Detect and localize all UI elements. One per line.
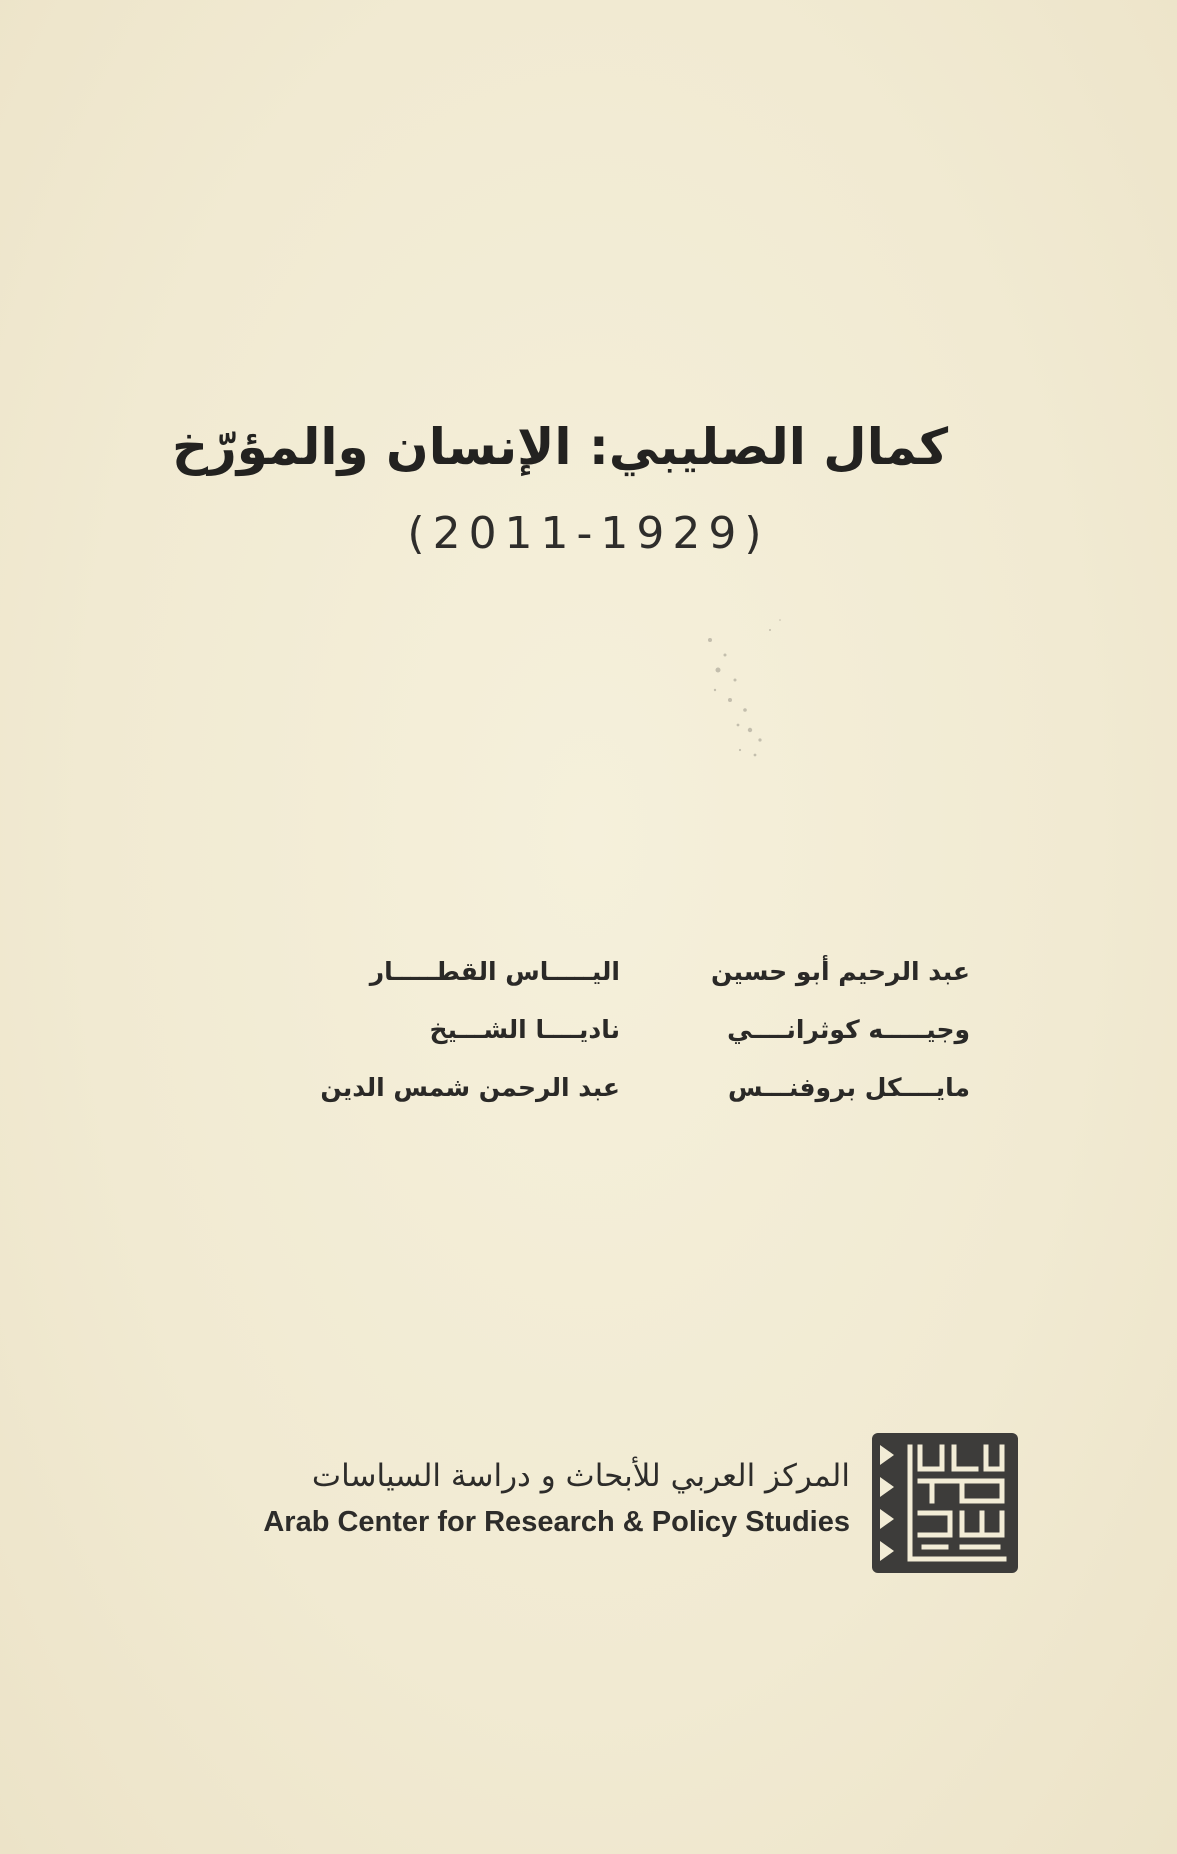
- author-name: عبد الرحمن شمس الدين: [320, 1072, 620, 1102]
- publisher-text: [230, 1458, 850, 1539]
- author-row: [300, 1000, 970, 1058]
- logo-calligraphy-icon: [902, 1439, 1012, 1567]
- author-name: عبد الرحيم أبو حسين: [711, 956, 970, 986]
- author-name: ناديــــا الشـــيخ: [429, 1014, 620, 1044]
- author-name: وجيـــــه كوثرانــــي: [727, 1014, 970, 1044]
- publisher-name-english: Arab Center for Research & Policy Studies: [263, 1506, 850, 1538]
- publisher-name-arabic: المركز العربي للأبحاث و دراسة السياسات: [311, 1458, 850, 1494]
- author-row: [300, 1058, 970, 1116]
- publisher-block: [260, 1430, 1020, 1580]
- ink-speckle: [690, 610, 800, 790]
- author-name: اليـــــاس القطـــــار: [369, 956, 620, 986]
- author-row: [300, 942, 970, 1000]
- book-years: (2011-1929): [407, 508, 770, 559]
- book-title: كمال الصليبي: الإنسان والمؤرّخ: [171, 418, 949, 476]
- authors-list: [300, 942, 970, 1112]
- logo-diamond-icons: [878, 1443, 898, 1565]
- publisher-logo: [872, 1433, 1018, 1573]
- author-name: مايــــكل بروفنـــس: [727, 1072, 970, 1102]
